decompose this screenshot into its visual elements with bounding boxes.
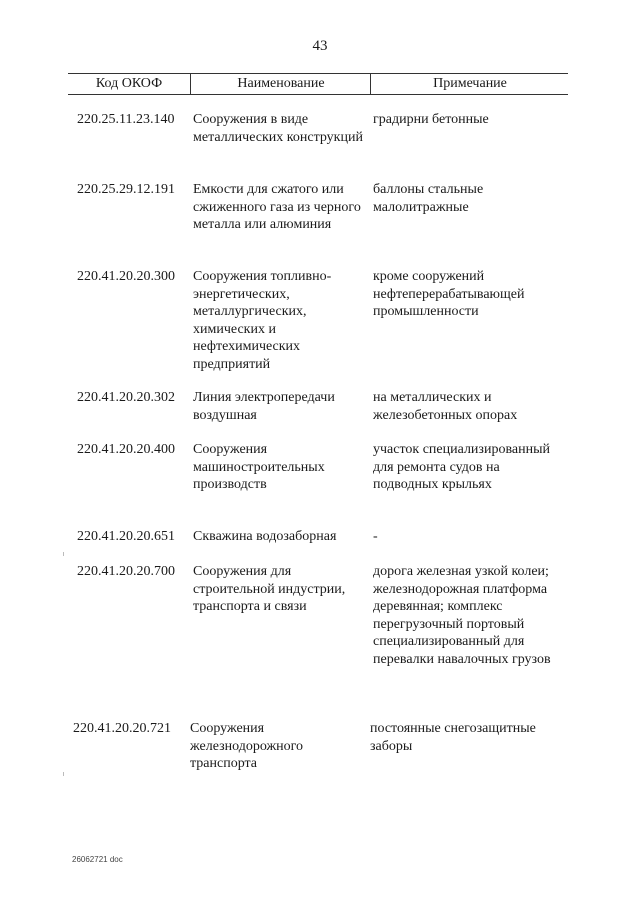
row-name: Линия электропередачи воздушная <box>193 390 335 423</box>
row-code: 220.41.20.20.300 <box>77 269 175 284</box>
row-note: на металлических и железобетонных опорах <box>373 390 518 423</box>
footer-filename: 26062721 doc <box>72 855 123 864</box>
row-code: 220.25.29.12.191 <box>77 182 175 197</box>
row-name: Сооружения машиностроительных производств <box>193 442 325 492</box>
row-note: участок специализированный для ремонта судов на подводных крыльях <box>373 442 550 492</box>
margin-mark <box>63 552 64 556</box>
row-note: - <box>373 529 378 544</box>
row-code: 220.41.20.20.400 <box>77 442 175 457</box>
row-note: баллоны стальные малолитражные <box>373 182 484 215</box>
header-note: Примечание <box>370 74 569 94</box>
row-code: 220.41.20.20.302 <box>77 390 175 405</box>
row-name: Сооружения в виде металлических конструкций <box>193 112 363 145</box>
row-name: Емкости для сжатого или сжиженного газа из черного металла или алюминия <box>193 182 361 232</box>
row-name: Скважина водозаборная <box>193 529 337 544</box>
page-number: 43 <box>312 38 328 54</box>
row-note: градирни бетонные <box>373 112 489 127</box>
margin-mark <box>63 772 64 776</box>
row-code: 220.41.20.20.700 <box>77 564 175 579</box>
header-name: Наименование <box>190 74 371 94</box>
table-header <box>68 73 568 95</box>
row-name: Сооружения железнодорожного транспорта <box>190 721 304 771</box>
row-note: кроме сооружений нефтеперерабатывающей промышленности <box>373 269 525 319</box>
row-code: 220.41.20.20.721 <box>73 721 171 736</box>
row-note: дорога железная узкой колеи; железнодорожная платформа деревянная; комплекс перегрузочный портовый специализированный для перевалки навалочных грузов <box>373 564 551 667</box>
row-name: Сооружения топливно-энергетических, металлургических, химических и нефтехимических предприятий <box>193 269 332 372</box>
row-code: 220.25.11.23.140 <box>77 112 175 127</box>
header-code: Код ОКОФ <box>95 76 163 91</box>
row-note: постоянные снегозащитные заборы <box>370 721 536 754</box>
row-code: 220.41.20.20.651 <box>77 529 175 544</box>
row-name: Сооружения для строительной индустрии, транспорта и связи <box>193 564 346 614</box>
